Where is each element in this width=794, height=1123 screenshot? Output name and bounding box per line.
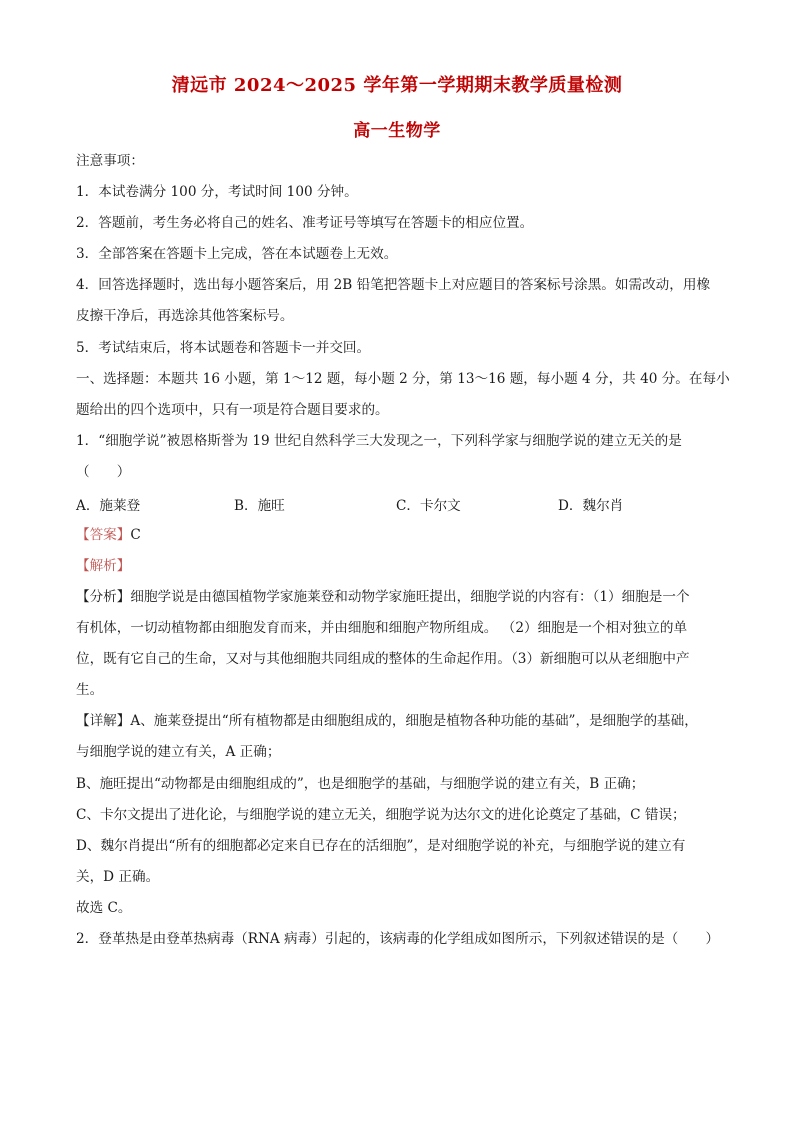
xiangjie-text: C、卡尔文提出了进化论，与细胞学说的建立无关，细胞学说为达尔文的进化论奠定了基础，C 错误；: [76, 807, 686, 823]
option-c: C．卡尔文: [396, 498, 461, 514]
xiangjie-text: B、施旺提出“动物都是由细胞组成的”，也是细胞学的基础，与细胞学说的建立有关，B 正确；: [76, 776, 645, 792]
xiangjie-text: 与细胞学说的建立有关，A 正确；: [76, 744, 281, 760]
question-stem: 2．登革热是由登革热病毒（RNA 病毒）引起的，该病毒的化学组成如图所示，下列叙述错误的是（ ）: [76, 931, 720, 947]
note-item: 皮擦干净后，再选涂其他答案标号。: [76, 308, 294, 324]
note-item: 2．答题前，考生务必将自己的姓名、准考证号等填写在答题卡的相应位置。: [76, 215, 534, 231]
note-item: 3．全部答案在答题卡上完成，答在本试题卷上无效。: [76, 246, 398, 262]
note-item: 5．考试结束后，将本试题卷和答题卡一并交回。: [76, 340, 371, 356]
option-d: D．魏尔肖: [558, 498, 624, 514]
exam-subtitle: 高一生物学: [353, 121, 441, 141]
notes-heading: 注意事项：: [76, 153, 144, 169]
xiangjie-line: [76, 711, 718, 731]
fenxi-text: 生。: [76, 682, 104, 698]
question-stem: （ ）: [76, 464, 131, 480]
xiangjie-text: A、施莱登提出“所有植物都是由细胞组成的，细胞是植物各种功能的基础”，是细胞学的基础，: [130, 713, 698, 729]
fenxi-tag: 【分析】: [76, 589, 131, 605]
xiangjie-tag: 【详解】: [76, 713, 131, 729]
answer-value: C: [130, 527, 141, 543]
option-b: B．施旺: [234, 498, 285, 514]
note-item: 1．本试卷满分 100 分，考试时间 100 分钟。: [76, 184, 358, 200]
fenxi-text: 有机体，一切动植物都由细胞发育而来，并由细胞和细胞产物所组成。 （2）细胞是一个相对独立的单: [76, 620, 688, 636]
fenxi-text: 细胞学说是由德国植物学家施莱登和动物学家施旺提出，细胞学说的内容有：（1）细胞是一个: [130, 589, 690, 605]
xiangjie-text: 关，D 正确。: [76, 869, 160, 885]
option-list: [76, 494, 718, 514]
exam-title: 清远市 2024～2025 学年第一学期期末教学质量检测: [171, 75, 623, 96]
analysis-tag: 【解析】: [76, 558, 131, 574]
fenxi-text: 位，既有它自己的生命，又对与其他细胞共同组成的整体的生命起作用。（3）新细胞可以从老细胞中产: [76, 651, 690, 667]
section-intro: 题给出的四个选项中，只有一项是符合题目要求的。: [76, 402, 389, 418]
analysis-line: [76, 556, 718, 576]
fenxi-line: [76, 587, 718, 607]
option-a: A．施莱登: [76, 498, 141, 514]
answer-line: [76, 525, 718, 545]
conclusion-text: 故选 C。: [76, 900, 132, 916]
section-intro: 一、选择题：本题共 16 小题，第 1～12 题，每小题 2 分，第 13～16 题，每小题 4 分，共 40 分。在每小: [76, 371, 730, 387]
xiangjie-text: D、魏尔肖提出“所有的细胞都必定来自已存在的活细胞”，是对细胞学说的补充，与细胞学说的建立有: [76, 838, 686, 854]
question-stem: 1．“细胞学说”被恩格斯誉为 19 世纪自然科学三大发现之一，下列科学家与细胞学说的建立无关的是: [76, 433, 682, 449]
answer-tag: 【答案】: [76, 527, 131, 543]
note-item: 4．回答选择题时，选出每小题答案后，用 2B 铅笔把答题卡上对应题目的答案标号涂黑。如需改动，用橡: [76, 277, 711, 293]
